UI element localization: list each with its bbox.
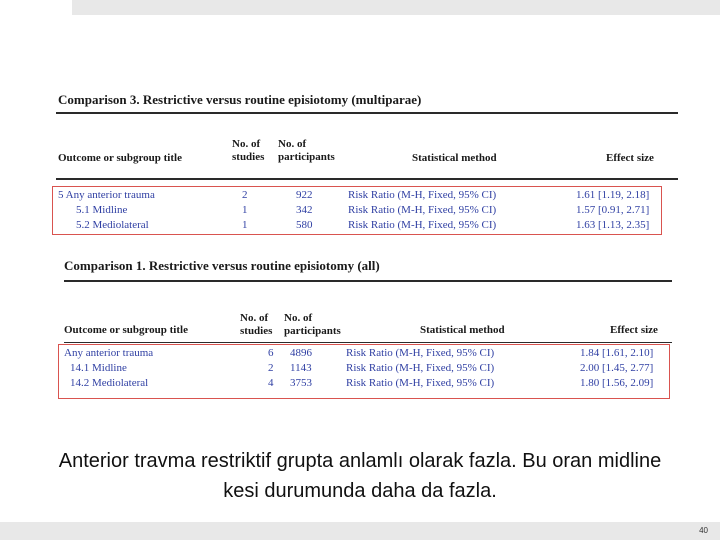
row-effect: 1.57 [0.91, 2.71] (576, 204, 650, 216)
row-studies: 4 (268, 377, 274, 389)
row-studies: 1 (242, 219, 248, 231)
page-number: 40 (699, 526, 708, 535)
row-effect: 1.63 [1.13, 2.35] (576, 219, 650, 231)
row-effect: 2.00 [1.45, 2.77] (580, 362, 654, 374)
row-effect: 1.84 [1.61, 2.10] (580, 347, 654, 359)
row-method: Risk Ratio (M-H, Fixed, 95% CI) (348, 189, 497, 201)
highlight-box (52, 186, 662, 235)
row-participants: 4896 (290, 347, 312, 359)
table-rule (64, 280, 672, 282)
row-studies: 2 (242, 189, 248, 201)
row-title: 14.2 Mediolateral (70, 377, 149, 389)
row-title: 5.2 Mediolateral (76, 219, 149, 231)
bottom-decor-bar (0, 522, 720, 540)
table-rule (56, 112, 678, 114)
row-participants: 1143 (290, 362, 312, 374)
row-effect: 1.61 [1.19, 2.18] (576, 189, 650, 201)
row-method: Risk Ratio (M-H, Fixed, 95% CI) (346, 362, 495, 374)
row-title: 14.1 Midline (70, 362, 127, 374)
row-method: Risk Ratio (M-H, Fixed, 95% CI) (346, 347, 495, 359)
header-participants: No. of participants (278, 138, 335, 163)
row-participants: 580 (296, 219, 313, 231)
row-participants: 922 (296, 189, 313, 201)
row-method: Risk Ratio (M-H, Fixed, 95% CI) (346, 377, 495, 389)
header-studies: No. of studies (240, 312, 273, 337)
row-title: 5.1 Midline (76, 204, 128, 216)
header-studies: No. of studies (232, 138, 265, 163)
header-outcome: Outcome or subgroup title (64, 324, 188, 336)
header-effect: Effect size (610, 324, 658, 336)
comparison-3-table (56, 90, 678, 238)
top-decor-bar (72, 0, 720, 15)
row-title: Any anterior trauma (64, 347, 154, 359)
slide-caption: Anterior travma restriktif grupta anlamlı olarak fazla. Bu oran midline kesi durumunda daha da fazla. (58, 450, 662, 502)
table-rule (56, 178, 678, 180)
table-title: Comparison 1. Restrictive versus routine episiotomy (all) (64, 258, 380, 273)
row-method: Risk Ratio (M-H, Fixed, 95% CI) (348, 204, 497, 216)
row-participants: 342 (296, 204, 313, 216)
table-rule (64, 342, 672, 343)
table-title: Comparison 3. Restrictive versus routine episiotomy (multiparae) (58, 92, 422, 107)
header-method: Statistical method (412, 152, 497, 164)
header-participants: No. of participants (284, 312, 341, 337)
header-method: Statistical method (420, 324, 505, 336)
row-effect: 1.80 [1.56, 2.09] (580, 377, 654, 389)
header-effect: Effect size (606, 152, 654, 164)
comparison-1-table (64, 256, 672, 401)
row-method: Risk Ratio (M-H, Fixed, 95% CI) (348, 219, 497, 231)
row-studies: 1 (242, 204, 248, 216)
header-outcome: Outcome or subgroup title (58, 152, 182, 164)
row-studies: 6 (268, 347, 274, 359)
row-participants: 3753 (290, 377, 312, 389)
row-title: 5 Any anterior trauma (58, 189, 155, 201)
row-studies: 2 (268, 362, 274, 374)
highlight-box (58, 344, 670, 399)
